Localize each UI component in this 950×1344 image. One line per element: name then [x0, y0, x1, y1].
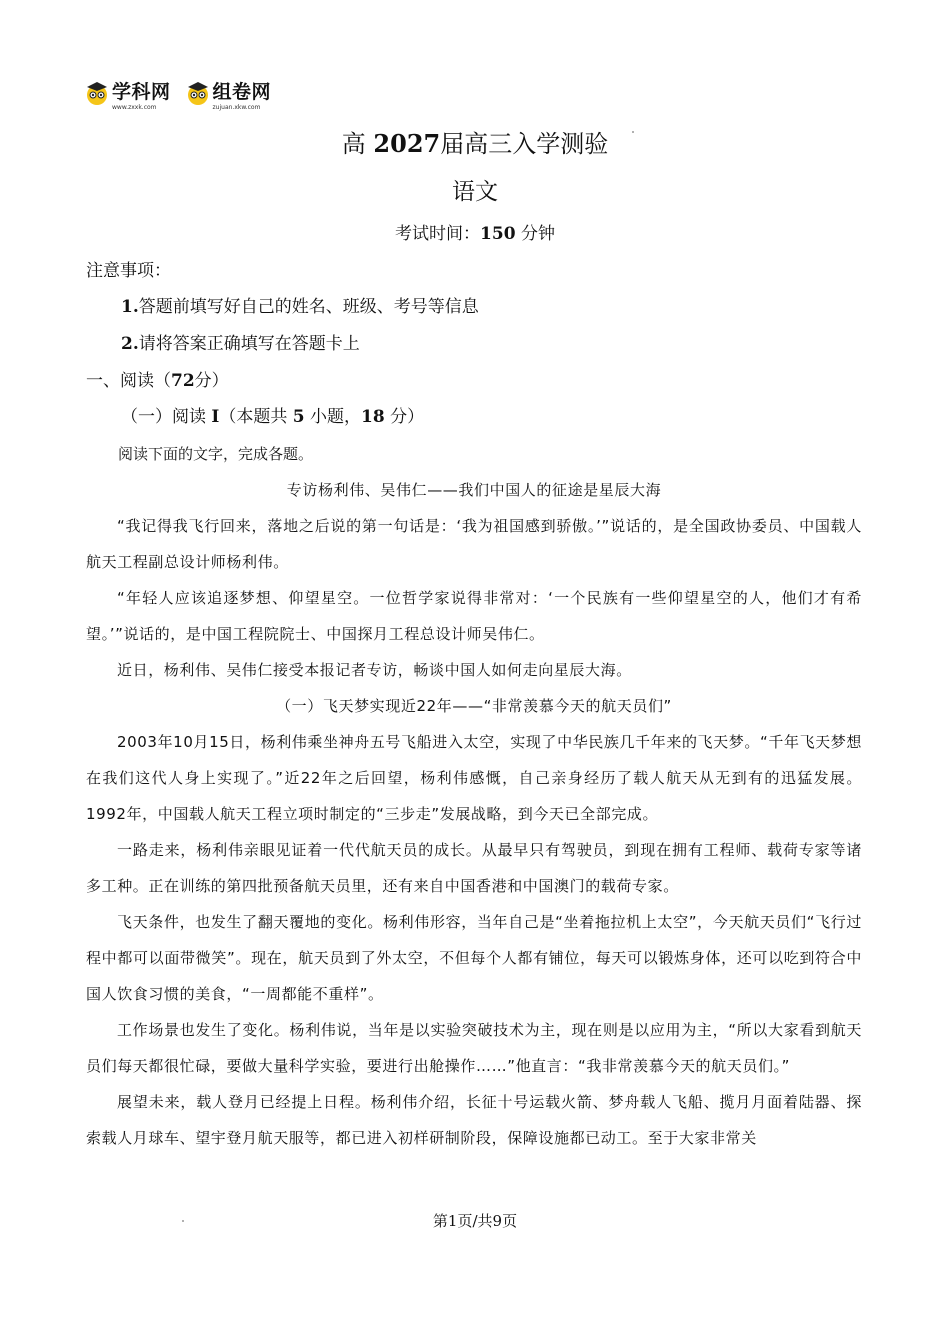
- article-subheading: （一）飞天梦实现近22年——“非常羡慕今天的航天员们”: [276, 697, 672, 715]
- page-total: 9: [492, 1212, 503, 1230]
- zujuan-logo: [185, 80, 272, 112]
- logo-name: 学科网: [112, 81, 171, 103]
- logo-url: zujuan.xkw.com: [212, 104, 261, 111]
- title-prefix: 高: [341, 130, 366, 158]
- article-paragraph: “我记得我飞行回来，落地之后说的第一句话是：‘我为祖国感到骄傲。’”说话的，是全国政协委员、中国载人航天工程副总设计师杨利伟。: [86, 517, 862, 571]
- title-suffix: 届高三入学测验: [440, 130, 609, 158]
- logo-bar: [84, 80, 271, 120]
- note-item: [121, 293, 479, 321]
- note-text: 答题前填写好自己的姓名、班级、考号等信息: [138, 297, 479, 317]
- article-paragraph: 展望未来，载人登月已经提上日程。杨利伟介绍，长征十号运载火箭、梦舟载人飞船、揽月月面着陆器、探索载人月球车、望宇登月航天服等，都已进入初样研制阶段，保障设施都已动工。至于大家非常关: [86, 1093, 862, 1147]
- graduate-mascot-icon: [185, 80, 211, 106]
- logo-name: 组卷网: [212, 81, 272, 103]
- section-score: 72: [171, 371, 195, 391]
- subject-title: 语文: [452, 179, 498, 205]
- page-number: 1: [447, 1212, 458, 1230]
- section-heading: [86, 367, 229, 395]
- article-paragraph: 2003年10月15日，杨利伟乘坐神舟五号飞船进入太空，实现了中华民族几千年来的飞天梦。“千年飞天梦想在我们这代人身上实现了。”近22年之后回望，杨利伟感慨，自己亲身经历了载人航天从无到有的迅猛发展。1992年，中国载人航天工程立项时制定的“三步走”发展战略，到今天已全部完成。: [86, 733, 862, 823]
- article-paragraph: 近日，杨利伟、吴伟仁接受本报记者专访，畅谈中国人如何走向星辰大海。: [117, 661, 632, 679]
- sub-mid: （本题共: [219, 407, 293, 427]
- zxxk-logo: [84, 80, 171, 112]
- exam-time: [0, 220, 950, 248]
- title-year: 2027: [373, 129, 441, 158]
- note-text: 请将答案正确填写在答题卡上: [138, 334, 360, 354]
- note-number: 2.: [121, 334, 139, 354]
- sub-roman: I: [211, 407, 220, 427]
- article: [86, 472, 862, 1156]
- article-paragraph: 飞天条件，也发生了翻天覆地的变化。杨利伟形容，当年自己是“坐着拖拉机上太空”，今天航天员们“飞行过程中都可以面带微笑”。现在，航天员到了外太空，不但每个人都有铺位，每天可以锻炼身体，还可以吃到符合中国人饮食习惯的美食，“一周都能不重样”。: [86, 913, 862, 1003]
- instruction: 阅读下面的文字，完成各题。: [118, 445, 314, 463]
- note-item: [121, 330, 360, 358]
- subsection-heading: [121, 403, 424, 431]
- section-heading-suffix: 分）: [194, 371, 229, 391]
- graduate-mascot-icon: [84, 80, 110, 106]
- footer-prefix: 第: [432, 1212, 448, 1230]
- page-footer: [0, 1210, 950, 1232]
- exam-title: [0, 127, 950, 161]
- article-title: 专访杨利伟、吴伟仁——我们中国人的征途是星辰大海: [286, 481, 662, 499]
- sub-prefix: （一）阅读: [121, 407, 212, 427]
- section-heading-prefix: 一、阅读（: [86, 371, 171, 391]
- sub-mid2: 小题，: [304, 407, 362, 427]
- article-paragraph: 一路走来，杨利伟亲眼见证着一代代航天员的成长。从最早只有驾驶员，到现在拥有工程师、载荷专家等诸多工种。正在训练的第四批预备航天员里，还有来自中国香港和中国澳门的载荷专家。: [86, 841, 862, 895]
- note-number: 1.: [121, 297, 139, 317]
- time-unit: 分钟: [520, 224, 555, 244]
- footer-suffix: 页: [502, 1212, 518, 1230]
- notes-heading: 注意事项：: [86, 261, 171, 281]
- time-value: 150: [480, 224, 516, 244]
- footer-mid: 页/共: [457, 1212, 493, 1230]
- article-paragraph: “年轻人应该追逐梦想、仰望星空。一位哲学家说得非常对：‘一个民族有一些仰望星空的人，他们才有希望。’”说话的，是中国工程院院士、中国探月工程总设计师吴伟仁。: [86, 589, 862, 643]
- logo-url: www.zxxk.com: [112, 104, 157, 111]
- article-paragraph: 工作场景也发生了变化。杨利伟说，当年是以实验突破技术为主，现在则是以应用为主，“所以大家看到航天员们每天都很忙碌，要做大量科学实验，要进行出舱操作……”他直言：“我非常羡慕今天的航天员们。”: [86, 1021, 862, 1075]
- sub-score: 18: [361, 407, 385, 427]
- sub-count: 5: [292, 407, 305, 427]
- time-label: 考试时间：: [395, 224, 481, 244]
- sub-suffix: 分）: [384, 407, 425, 427]
